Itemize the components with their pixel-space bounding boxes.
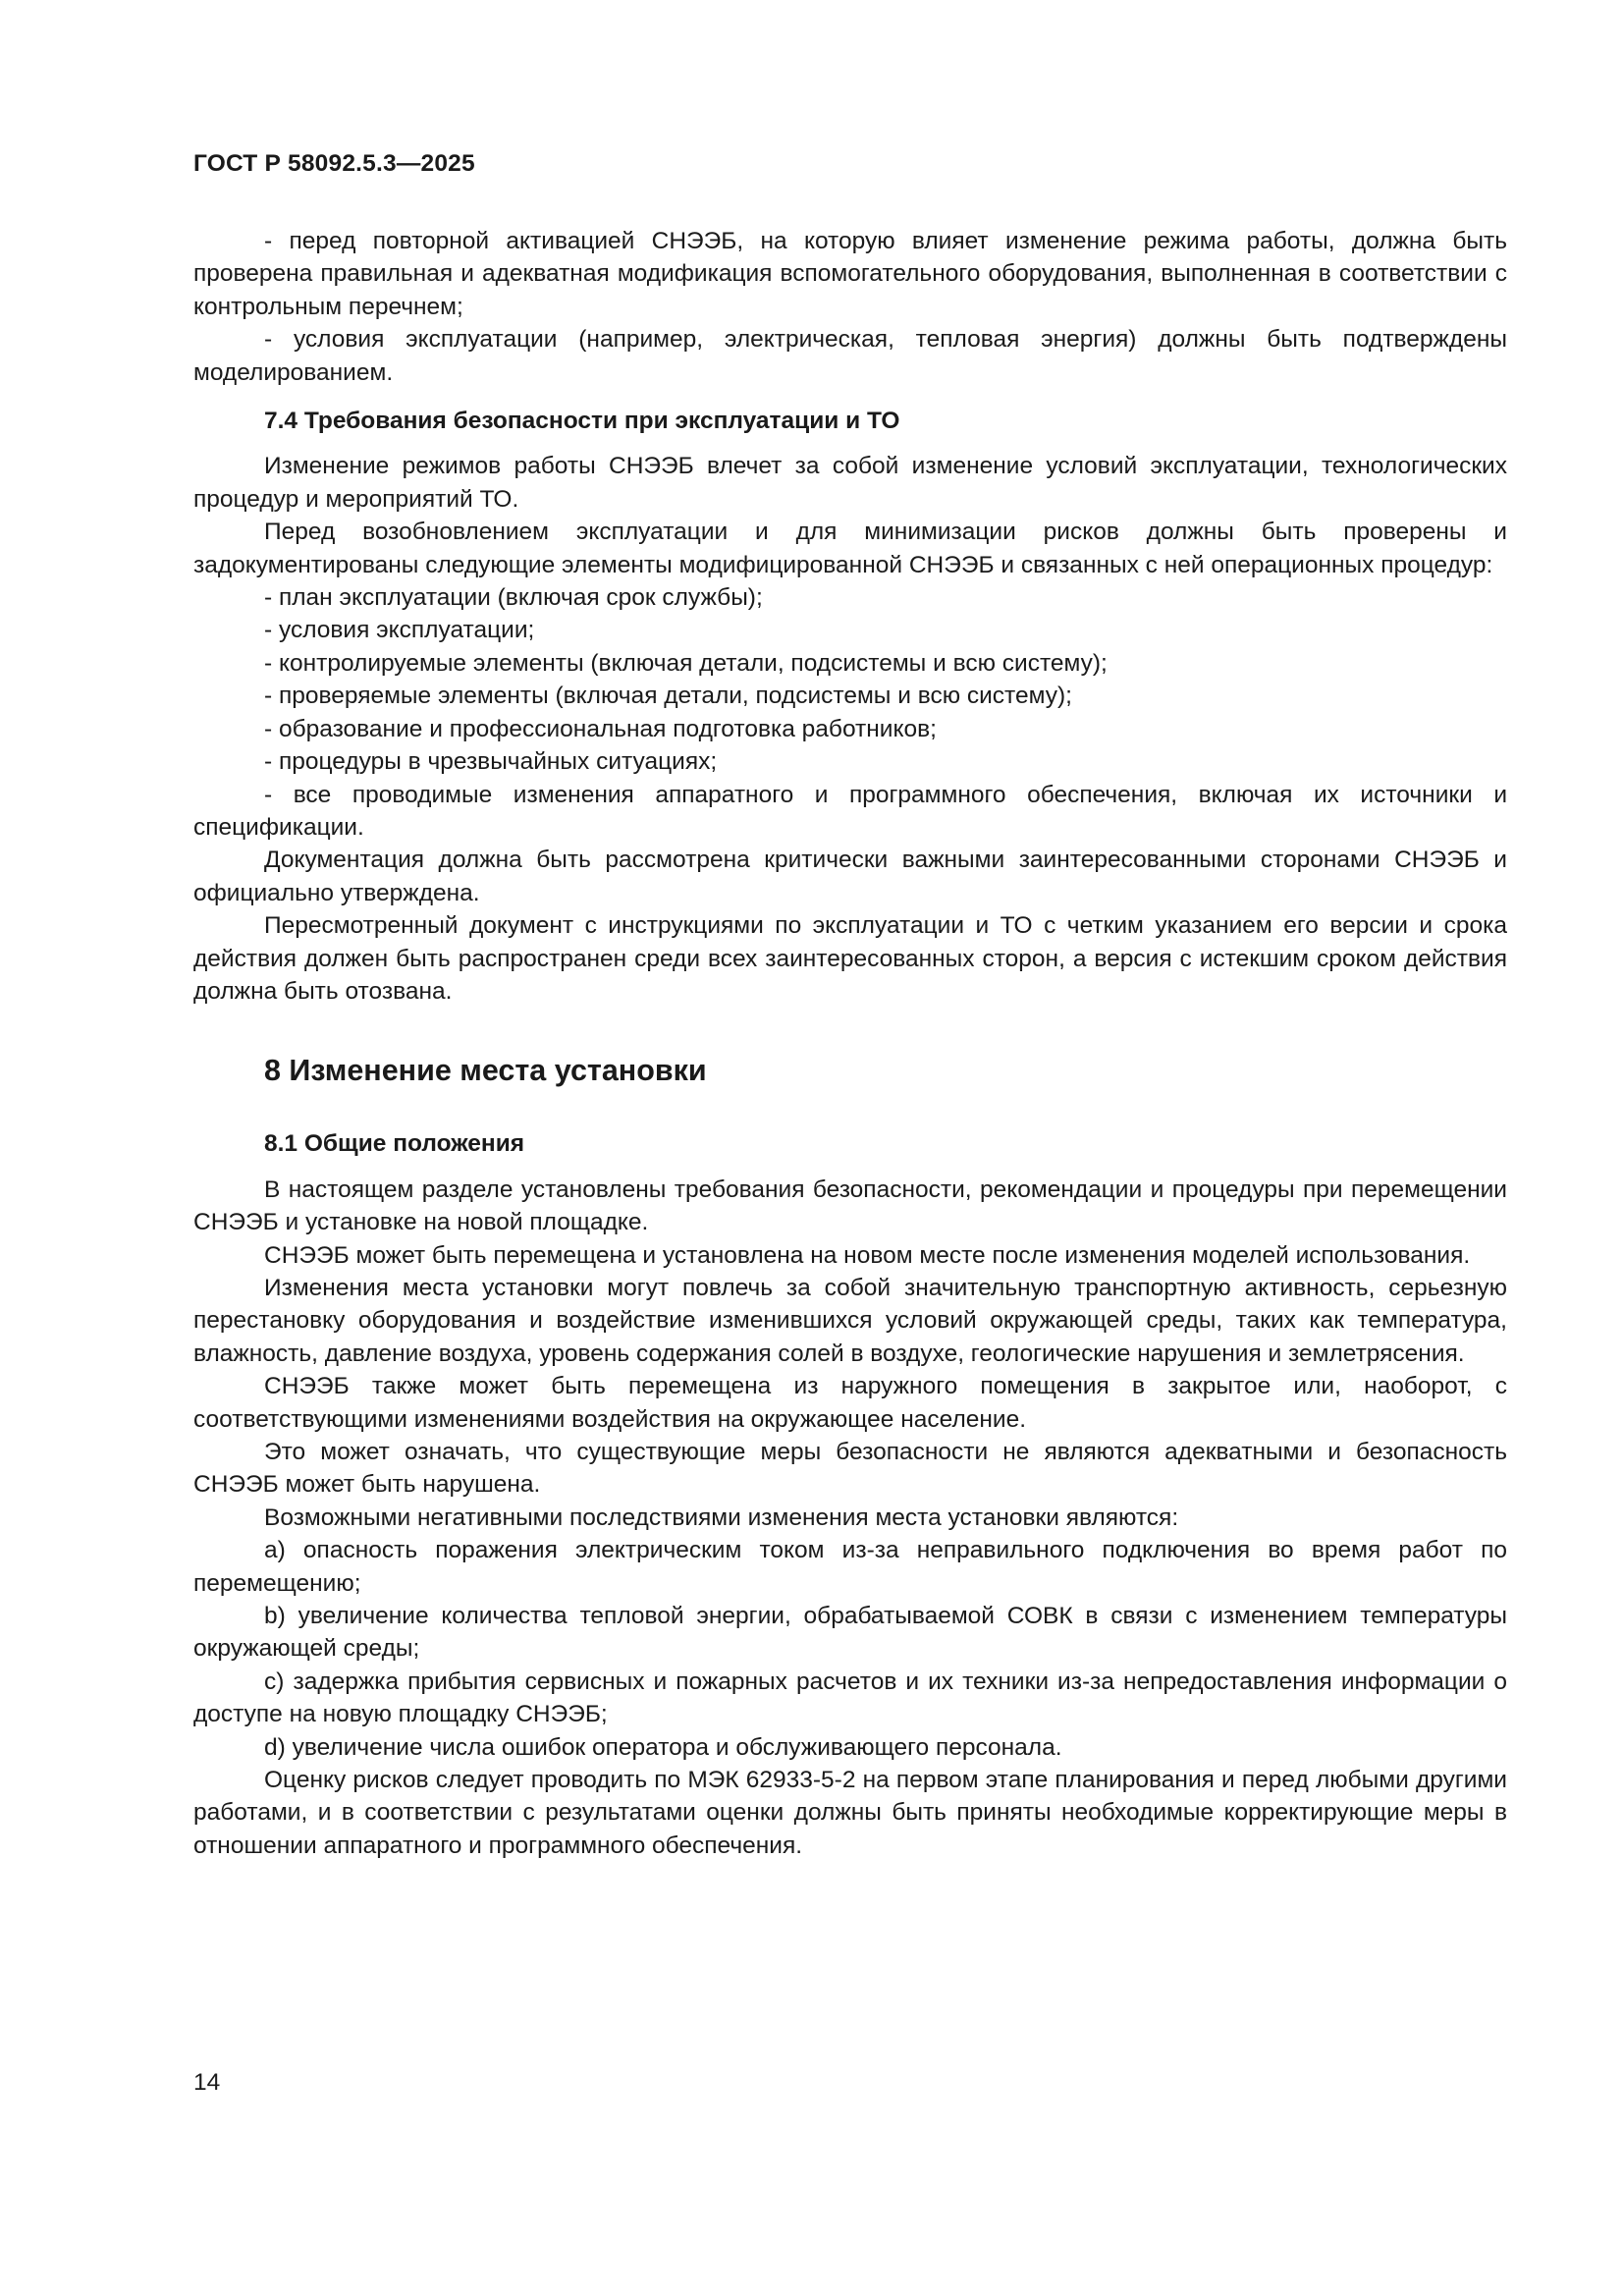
list-item: - образование и профессиональная подготовка работников; xyxy=(264,715,937,742)
list-item: d) увеличение числа ошибок оператора и обслуживающего персонала. xyxy=(264,1733,1062,1761)
section-heading-8: 8 Изменение места установки xyxy=(264,1054,707,1088)
list-item: - процедуры в чрезвычайных ситуациях; xyxy=(264,748,718,776)
list-item: - условия эксплуатации (например, электрическая, тепловая энергия) должны быть подтверждены моделированием. xyxy=(193,326,1507,386)
section-heading-8-1: 8.1 Общие положения xyxy=(264,1130,525,1158)
list-item: - план эксплуатации (включая срок службы); xyxy=(264,584,763,612)
paragraph: Это может означать, что существующие меры безопасности не являются адекватными и безопасность СНЭЭБ может быть нарушена. xyxy=(193,1439,1507,1499)
list-item: с) задержка прибытия сервисных и пожарных расчетов и их техники из-за непредоставления информации о доступе на новую площадку СНЭЭБ; xyxy=(193,1667,1507,1728)
document-header: ГОСТ Р 58092.5.3—2025 xyxy=(193,150,475,177)
list-item: а) опасность поражения электрическим током из-за неправильного подключения во время работ по перемещению; xyxy=(193,1537,1507,1597)
paragraph: Перед возобновлением эксплуатации и для минимизации рисков должны быть проверены и задокументированы следующие элементы модифицированной СНЭЭБ и связанных с ней операционных процедур: xyxy=(193,519,1507,578)
list-item: - перед повторной активацией СНЭЭБ, на которую влияет изменение режима работы, должна быть проверена правильная и адекватная модификация вспомогательного оборудования, выполненная в соответствии с контрольным перечнем; xyxy=(193,228,1507,320)
list-item: - проверяемые элементы (включая детали, подсистемы и всю систему); xyxy=(264,683,1072,710)
list-item: - все проводимые изменения аппаратного и программного обеспечения, включая их источники и спецификации. xyxy=(193,781,1507,841)
paragraph: Возможными негативными последствиями изменения места установки являются: xyxy=(264,1503,1179,1531)
list-item: - контролируемые элементы (включая детали, подсистемы и всю систему); xyxy=(264,649,1108,677)
page-content xyxy=(193,225,1507,1862)
page-number: 14 xyxy=(193,2069,221,2096)
paragraph: Документация должна быть рассмотрена критически важными заинтересованными сторонами СНЭЭБ и официально утверждена. xyxy=(193,847,1507,906)
paragraph: Пересмотренный документ с инструкциями по эксплуатации и ТО с четким указанием его версии и срока действия должен быть распространен среди всех заинтересованных сторон, а версия с истекшим сроком действия должна быть отозвана. xyxy=(193,912,1507,1005)
paragraph: Оценку рисков следует проводить по МЭК 62933-5-2 на первом этапе планирования и перед любыми другими работами, и в соответствии с результатами оценки должны быть приняты необходимые корректирующие меры в отношении аппаратного и программного обеспечения. xyxy=(193,1767,1507,1859)
list-item: b) увеличение количества тепловой энергии, обрабатываемой СОВК в связи с изменением температуры окружающей среды; xyxy=(193,1603,1507,1663)
list-item: - условия эксплуатации; xyxy=(264,617,535,644)
paragraph: Изменение режимов работы СНЭЭБ влечет за собой изменение условий эксплуатации, технологических процедур и мероприятий ТО. xyxy=(193,453,1507,513)
paragraph: В настоящем разделе установлены требования безопасности, рекомендации и процедуры при перемещении СНЭЭБ и установке на новой площадке. xyxy=(193,1175,1507,1236)
section-heading-7-4: 7.4 Требования безопасности при эксплуатации и ТО xyxy=(264,408,900,435)
paragraph: СНЭЭБ также может быть перемещена из наружного помещения в закрытое или, наоборот, с соответствующими изменениями воздействия на окружающее население. xyxy=(193,1373,1507,1433)
paragraph: СНЭЭБ может быть перемещена и установлена на новом месте после изменения моделей использования. xyxy=(264,1241,1471,1269)
paragraph: Изменения места установки могут повлечь за собой значительную транспортную активность, серьезную перестановку оборудования и воздействие изменившихся условий окружающей среды, таких как температура, влажность, давление воздуха, уровень содержания солей в воздухе, геологические нарушения и землетрясения. xyxy=(193,1274,1507,1367)
